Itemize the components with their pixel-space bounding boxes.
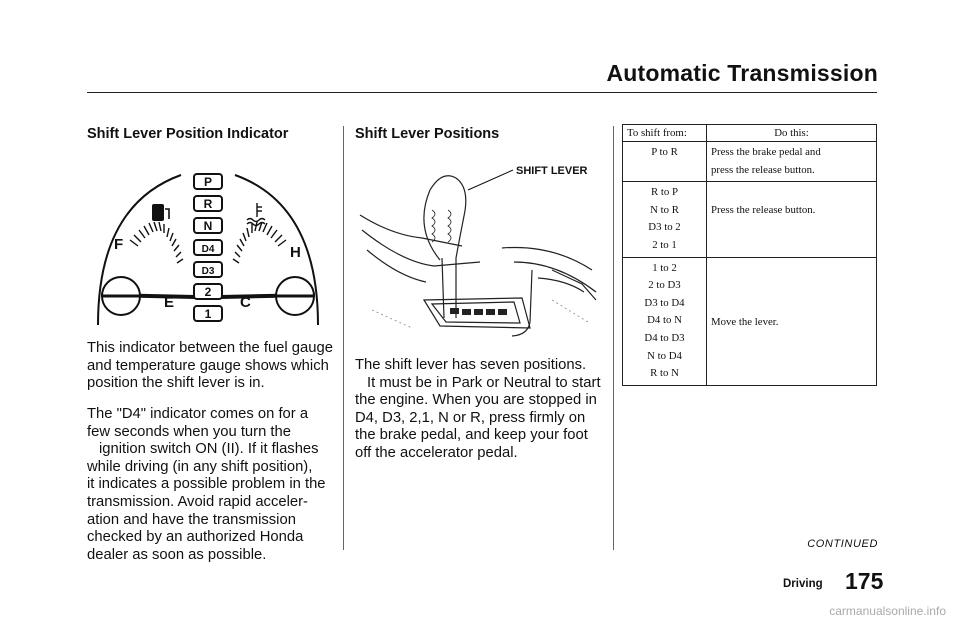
shift-procedure-table [622,124,877,386]
shift-lever-illustration [352,150,604,345]
table-cell-todo: Press the release button. [707,182,877,257]
temp-gauge-ticks [233,222,286,263]
table-cell-todo: Move the lever. [707,257,877,385]
continued-label: CONTINUED [807,538,878,550]
indicator-p: P [203,175,213,189]
indicator-d3: D3 [201,266,215,277]
fuel-gauge-ticks [130,222,183,263]
fuel-full-label: F [114,236,124,253]
column-divider-left [343,126,344,550]
shift-lever-label: SHIFT LEVER [516,165,588,177]
gauge-illustration [83,160,333,330]
page-number: 175 [845,568,884,594]
table-cell-from: 1 to 2 2 to D3 D3 to D4 D4 to N D4 to D3 N to D4 R to N [623,257,707,385]
indicator-1: 1 [204,307,212,321]
table-header-row [623,125,877,142]
header-rule [87,92,877,93]
fuel-pump-icon [152,204,164,221]
indicator-paragraph-2: The "D4" indicator comes on for a few seconds when you turn the ignition switch ON (II). If it flashes while driving (in any shift position), it indicates a possible problem in the transmission. Avoid rapid acceler- ation and have the transmission checked by an authorized Honda dealer as soon as possible. [87,406,326,563]
fuel-empty-label: E [164,294,175,311]
table-cell-from: R to P N to R D3 to 2 2 to 1 [623,182,707,257]
positions-paragraph: The shift lever has seven positions. It must be in Park or Neutral to start the engine. When you are stopped in D4, D3, 2,1, N or R, press firmly on the brake pedal, and keep your foot off the accelerator pedal. [355,357,601,461]
table-cell-todo: Press the brake pedal and press the release button. [707,142,877,182]
positions-heading: Shift Lever Positions [355,126,500,142]
indicator-r: R [203,197,213,211]
footer-section: Driving [783,578,823,590]
column-divider-right [613,126,614,550]
indicator-paragraph-1: This indicator between the fuel gauge and temperature gauge shows which position the shift lever is in. [87,340,333,392]
table-cell-from: P to R [623,142,707,182]
table-row [623,142,877,182]
page-title: Automatic Transmission [606,60,878,86]
coolant-temp-icon [247,203,265,226]
temp-cold-label: C [240,294,251,311]
watermark: carmanualsonline.info [829,604,946,618]
temp-hot-label: H [290,244,301,261]
table-header-todo: Do this: [707,125,877,142]
indicator-heading: Shift Lever Position Indicator [87,126,289,142]
indicator-2: 2 [204,285,212,299]
table-row [623,257,877,385]
indicator-n: N [203,219,213,233]
indicator-d4: D4 [201,244,215,255]
table-row [623,182,877,257]
table-header-from: To shift from: [623,125,707,142]
